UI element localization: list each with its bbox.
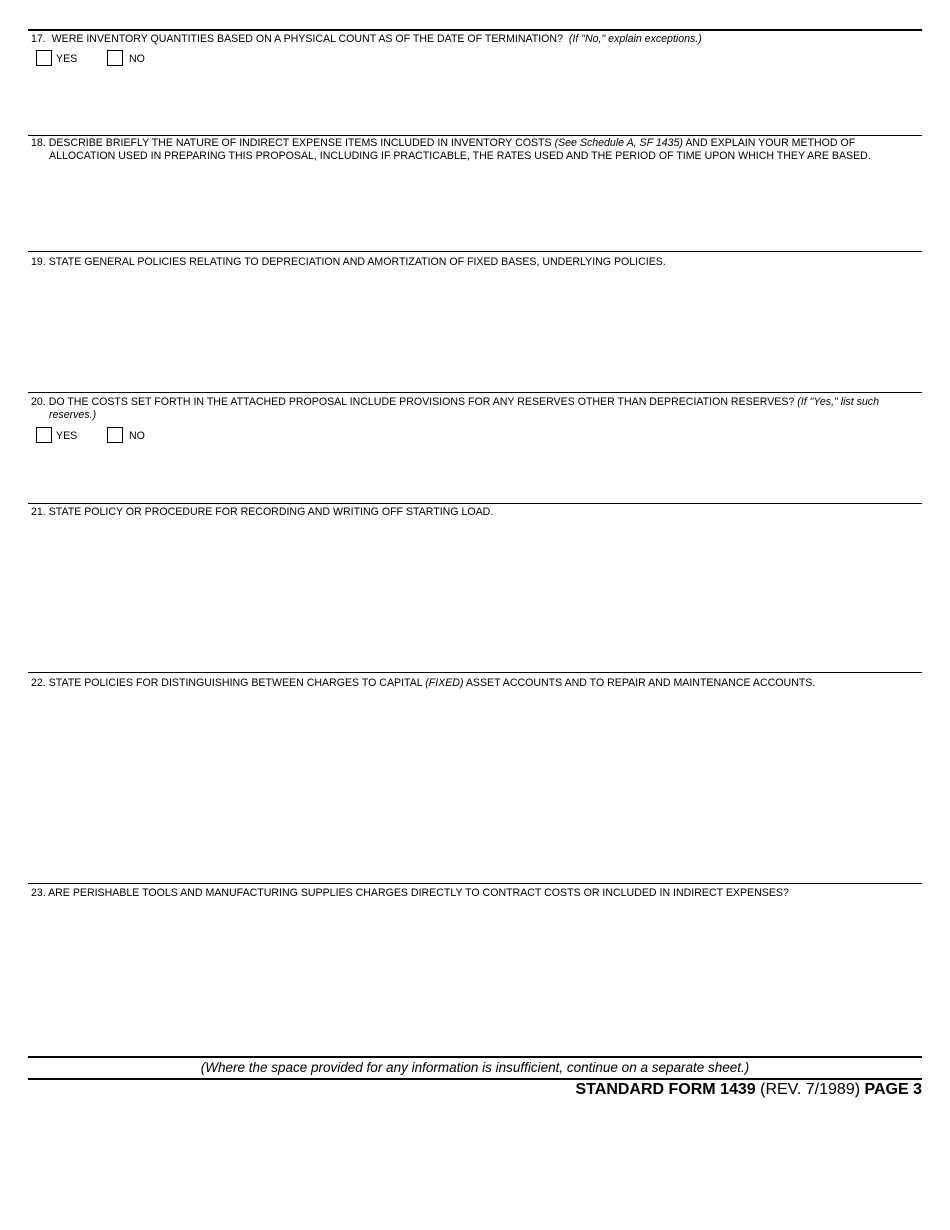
form-name: STANDARD FORM 1439 — [575, 1081, 756, 1098]
item-19-text: STATE GENERAL POLICIES RELATING TO DEPRECIATION AND AMORTIZATION OF FIXED BASES, UNDERLYING POLICIES. — [48, 256, 666, 268]
item-17-no-label: NO — [129, 53, 145, 65]
item-20-rule — [28, 392, 922, 393]
item-20-no-label: NO — [129, 430, 145, 442]
item-18-question — [31, 137, 916, 163]
item-17-yes-label: YES — [56, 53, 78, 65]
item-18-text-a: DESCRIBE BRIEFLY THE NATURE OF INDIRECT EXPENSE ITEMS INCLUDED IN INVENTORY COSTS — [48, 137, 552, 149]
item-17-text: WERE INVENTORY QUANTITIES BASED ON A PHYSICAL COUNT AS OF THE DATE OF TERMINATION? — [51, 33, 563, 45]
item-23-rule — [28, 883, 922, 884]
item-18-note: (See Schedule A, SF 1435) — [554, 137, 683, 149]
item-20-no-checkbox[interactable] — [107, 427, 123, 443]
footer-top-rule — [28, 1056, 922, 1058]
item-22-note: (FIXED) — [425, 677, 464, 689]
item-19-question — [31, 256, 916, 269]
item-21-text: STATE POLICY OR PROCEDURE FOR RECORDING AND WRITING OFF STARTING LOAD. — [48, 506, 494, 518]
footer-bottom-rule — [28, 1078, 922, 1080]
item-21-number: 21. — [31, 506, 46, 518]
item-20-yes-label: YES — [56, 430, 78, 442]
item-23-number: 23. — [31, 887, 46, 899]
item-23-question — [31, 887, 916, 900]
item-19-rule — [28, 251, 922, 252]
page-number: PAGE 3 — [864, 1081, 922, 1098]
item-21-rule — [28, 503, 922, 504]
item-20-text: DO THE COSTS SET FORTH IN THE ATTACHED PROPOSAL INCLUDE PROVISIONS FOR ANY RESERVES OTHER THAN DEPRECIATION RESERVES? — [48, 396, 795, 408]
item-17-no-checkbox[interactable] — [107, 50, 123, 66]
item-22-rule — [28, 672, 922, 673]
item-19-number: 19. — [31, 256, 46, 268]
continuation-note: (Where the space provided for any information is insufficient, continue on a separate sheet.) — [200, 1060, 750, 1075]
item-18-text-b: AND EXPLAIN YOUR METHOD OF ALLOCATION USED IN PREPARING THIS PROPOSAL, INCLUDING IF PRACTICABLE, THE RATES USED AND THE PERIOD OF TIME UPON WHICH THEY ARE BASED. — [49, 137, 871, 162]
item-17-note: (If "No," explain exceptions.) — [568, 33, 702, 45]
item-18-rule — [28, 135, 922, 136]
item-22-question — [31, 677, 916, 690]
item-17-number: 17. — [31, 33, 46, 45]
form-footer — [576, 1081, 923, 1099]
item-17-yes-checkbox[interactable] — [36, 50, 52, 66]
item-20-question — [31, 396, 916, 422]
item-23-text: ARE PERISHABLE TOOLS AND MANUFACTURING SUPPLIES CHARGES DIRECTLY TO CONTRACT COSTS OR INCLUDED IN INDIRECT EXPENSES? — [48, 887, 789, 899]
item-20-yes-checkbox[interactable] — [36, 427, 52, 443]
item-22-text-a: STATE POLICIES FOR DISTINGUISHING BETWEEN CHARGES TO CAPITAL — [48, 677, 423, 689]
item-17-question — [31, 33, 916, 46]
item-20-number: 20. — [31, 396, 46, 408]
item-18-number: 18. — [31, 137, 46, 149]
item-20-note: (If "Yes," list such reserves.) — [49, 396, 879, 421]
item-22-number: 22. — [31, 677, 46, 689]
item-21-question — [31, 506, 916, 519]
item-22-text-b: ASSET ACCOUNTS AND TO REPAIR AND MAINTENANCE ACCOUNTS. — [465, 677, 816, 689]
top-border — [28, 29, 922, 31]
form-revision: (REV. 7/1989) — [760, 1081, 861, 1098]
